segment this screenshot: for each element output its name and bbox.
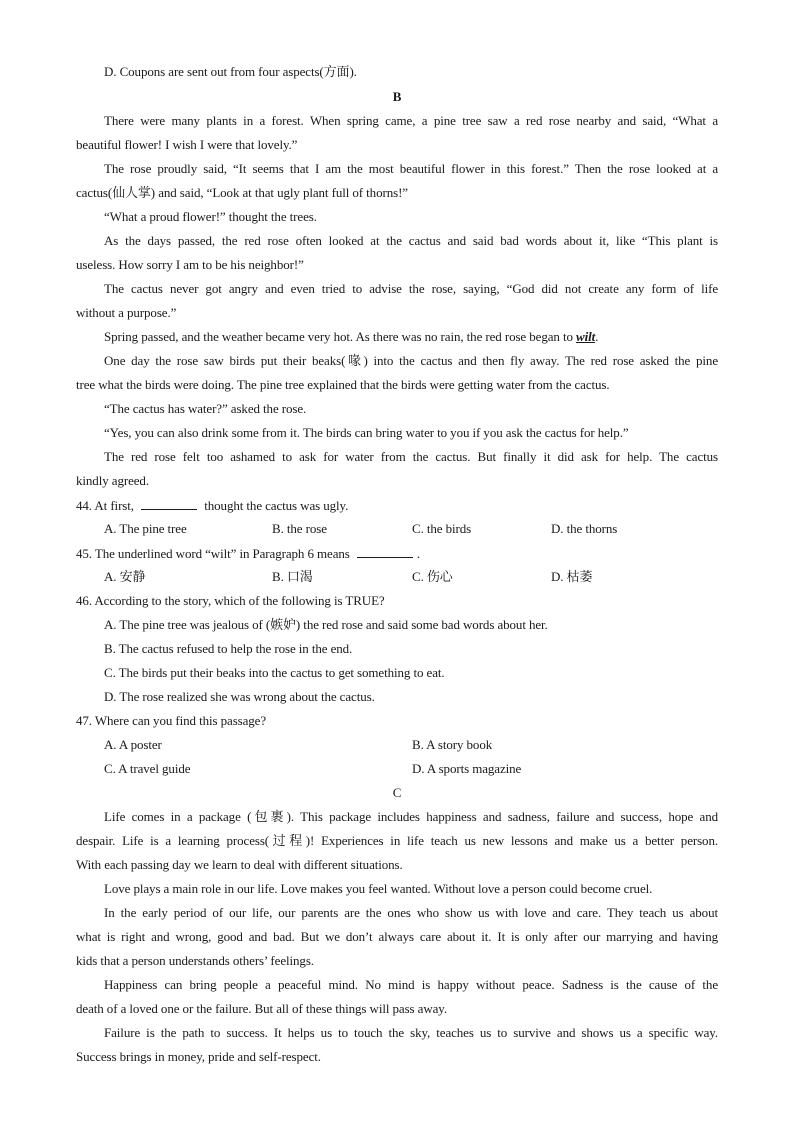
answer-blank bbox=[141, 497, 197, 510]
b-paragraph-5-line-2: without a purpose.” bbox=[76, 305, 177, 320]
underlined-word-wilt: wilt bbox=[576, 329, 596, 344]
q44-option-b: B. the rose bbox=[272, 521, 327, 536]
question-47-stem: 47. Where can you find this passage? bbox=[76, 713, 267, 728]
c-paragraph-4-line-2: death of a loved one or the failure. But all of these things will pass away. bbox=[76, 1001, 447, 1016]
q46-option-b: B. The cactus refused to help the rose in the end. bbox=[104, 641, 353, 656]
b-paragraph-1-line-1: There were many plants in a forest. When spring came, a pine tree saw a red rose nearby and said, “What a bbox=[104, 113, 718, 128]
option-d-coupons: D. Coupons are sent out from four aspects(方面). bbox=[104, 64, 357, 79]
c-paragraph-1-line-2: despair. Life is a learning process(过程)! Experiences in life teach us new lessons and make us a better person. bbox=[76, 833, 718, 848]
question-45-stem bbox=[76, 545, 420, 562]
question-44-text: 44. At first, bbox=[76, 498, 138, 513]
question-45-text: 45. The underlined word “wilt” in Paragraph 6 means bbox=[76, 546, 353, 561]
question-44-text-end: thought the cactus was ugly. bbox=[201, 498, 349, 513]
answer-blank bbox=[357, 545, 413, 558]
c-paragraph-2: Love plays a main role in our life. Love makes you feel wanted. Without love a person could become cruel. bbox=[104, 881, 653, 896]
q46-option-c: C. The birds put their beaks into the cactus to get something to eat. bbox=[104, 665, 445, 680]
b-paragraph-6-text: Spring passed, and the weather became very hot. As there was no rain, the red rose began to bbox=[104, 329, 577, 344]
c-paragraph-3-line-1: In the early period of our life, our parents are the ones who show us with love and care. They teach us about bbox=[104, 905, 718, 920]
q44-option-a: A. The pine tree bbox=[104, 521, 187, 536]
b-paragraph-2-line-1: The rose proudly said, “It seems that I am the most beautiful flower in this forest.” Then the rose looked at a bbox=[104, 161, 718, 176]
b-paragraph-4-line-1: As the days passed, the red rose often looked at the cactus and said bad words about it, like “This plant is bbox=[104, 233, 718, 248]
c-paragraph-1-line-1: Life comes in a package (包裹). This package includes happiness and sadness, failure and success, hope and bbox=[104, 809, 718, 824]
q47-option-d: D. A sports magazine bbox=[412, 761, 522, 776]
c-paragraph-5-line-2: Success brings in money, pride and self-respect. bbox=[76, 1049, 321, 1064]
b-paragraph-7-line-1: One day the rose saw birds put their beaks(喙) into the cactus and then fly away. The red rose asked the pine bbox=[104, 353, 718, 368]
q47-option-c: C. A travel guide bbox=[104, 761, 191, 776]
c-paragraph-1-line-3: With each passing day we learn to deal with different situations. bbox=[76, 857, 403, 872]
question-45-text-end: . bbox=[416, 546, 421, 561]
q45-option-a: A. 安静 bbox=[104, 569, 146, 584]
b-paragraph-5-line-1: The cactus never got angry and even tried to advise the rose, saying, “God did not create any form of life bbox=[104, 281, 718, 296]
b-paragraph-6-end: . bbox=[595, 329, 599, 344]
b-paragraph-7-line-2: tree what the birds were doing. The pine tree explained that the birds were getting water from the cactus. bbox=[76, 377, 610, 392]
b-paragraph-10-line-1: The red rose felt too ashamed to ask for water from the cactus. But finally it did ask for help. The cactus bbox=[104, 449, 718, 464]
c-paragraph-3-line-3: kids that a person understands others’ feelings. bbox=[76, 953, 314, 968]
c-paragraph-4-line-1: Happiness can bring people a peaceful mind. No mind is happy without peace. Sadness is the cause of the bbox=[104, 977, 718, 992]
b-paragraph-10-line-2: kindly agreed. bbox=[76, 473, 149, 488]
q46-option-a: A. The pine tree was jealous of (嫉妒) the red rose and said some bad words about her. bbox=[104, 617, 548, 632]
b-paragraph-9: “Yes, you can also drink some from it. The birds can bring water to you if you ask the cactus for help.” bbox=[104, 425, 629, 440]
question-44-stem bbox=[76, 497, 348, 514]
q44-option-d: D. the thorns bbox=[551, 521, 618, 536]
q45-option-c: C. 伤心 bbox=[412, 569, 453, 584]
c-paragraph-5-line-1: Failure is the path to success. It helps us to touch the sky, teaches us to survive and shows us a specific way. bbox=[104, 1025, 718, 1040]
b-paragraph-1-line-2: beautiful flower! I wish I were that lovely.” bbox=[76, 137, 298, 152]
q44-option-c: C. the birds bbox=[412, 521, 472, 536]
q47-option-b: B. A story book bbox=[412, 737, 493, 752]
b-paragraph-2-line-2: cactus(仙人掌) and said, “Look at that ugly plant full of thorns!” bbox=[76, 185, 408, 200]
q47-option-a: A. A poster bbox=[104, 737, 162, 752]
b-paragraph-6 bbox=[104, 329, 598, 345]
question-46-stem: 46. According to the story, which of the following is TRUE? bbox=[76, 593, 385, 608]
q45-option-b: B. 口渴 bbox=[272, 569, 313, 584]
q46-option-d: D. The rose realized she was wrong about the cactus. bbox=[104, 689, 375, 704]
c-paragraph-3-line-2: what is right and wrong, good and bad. But we don’t always care about it. It is only after our marrying and having bbox=[76, 929, 718, 944]
b-paragraph-4-line-2: useless. How sorry I am to be his neighbor!” bbox=[76, 257, 304, 272]
b-paragraph-8: “The cactus has water?” asked the rose. bbox=[104, 401, 307, 416]
q45-option-d: D. 枯萎 bbox=[551, 569, 593, 584]
section-b-heading: B bbox=[392, 89, 402, 104]
section-c-heading: C bbox=[392, 785, 402, 800]
b-paragraph-3: “What a proud flower!” thought the trees. bbox=[104, 209, 317, 224]
